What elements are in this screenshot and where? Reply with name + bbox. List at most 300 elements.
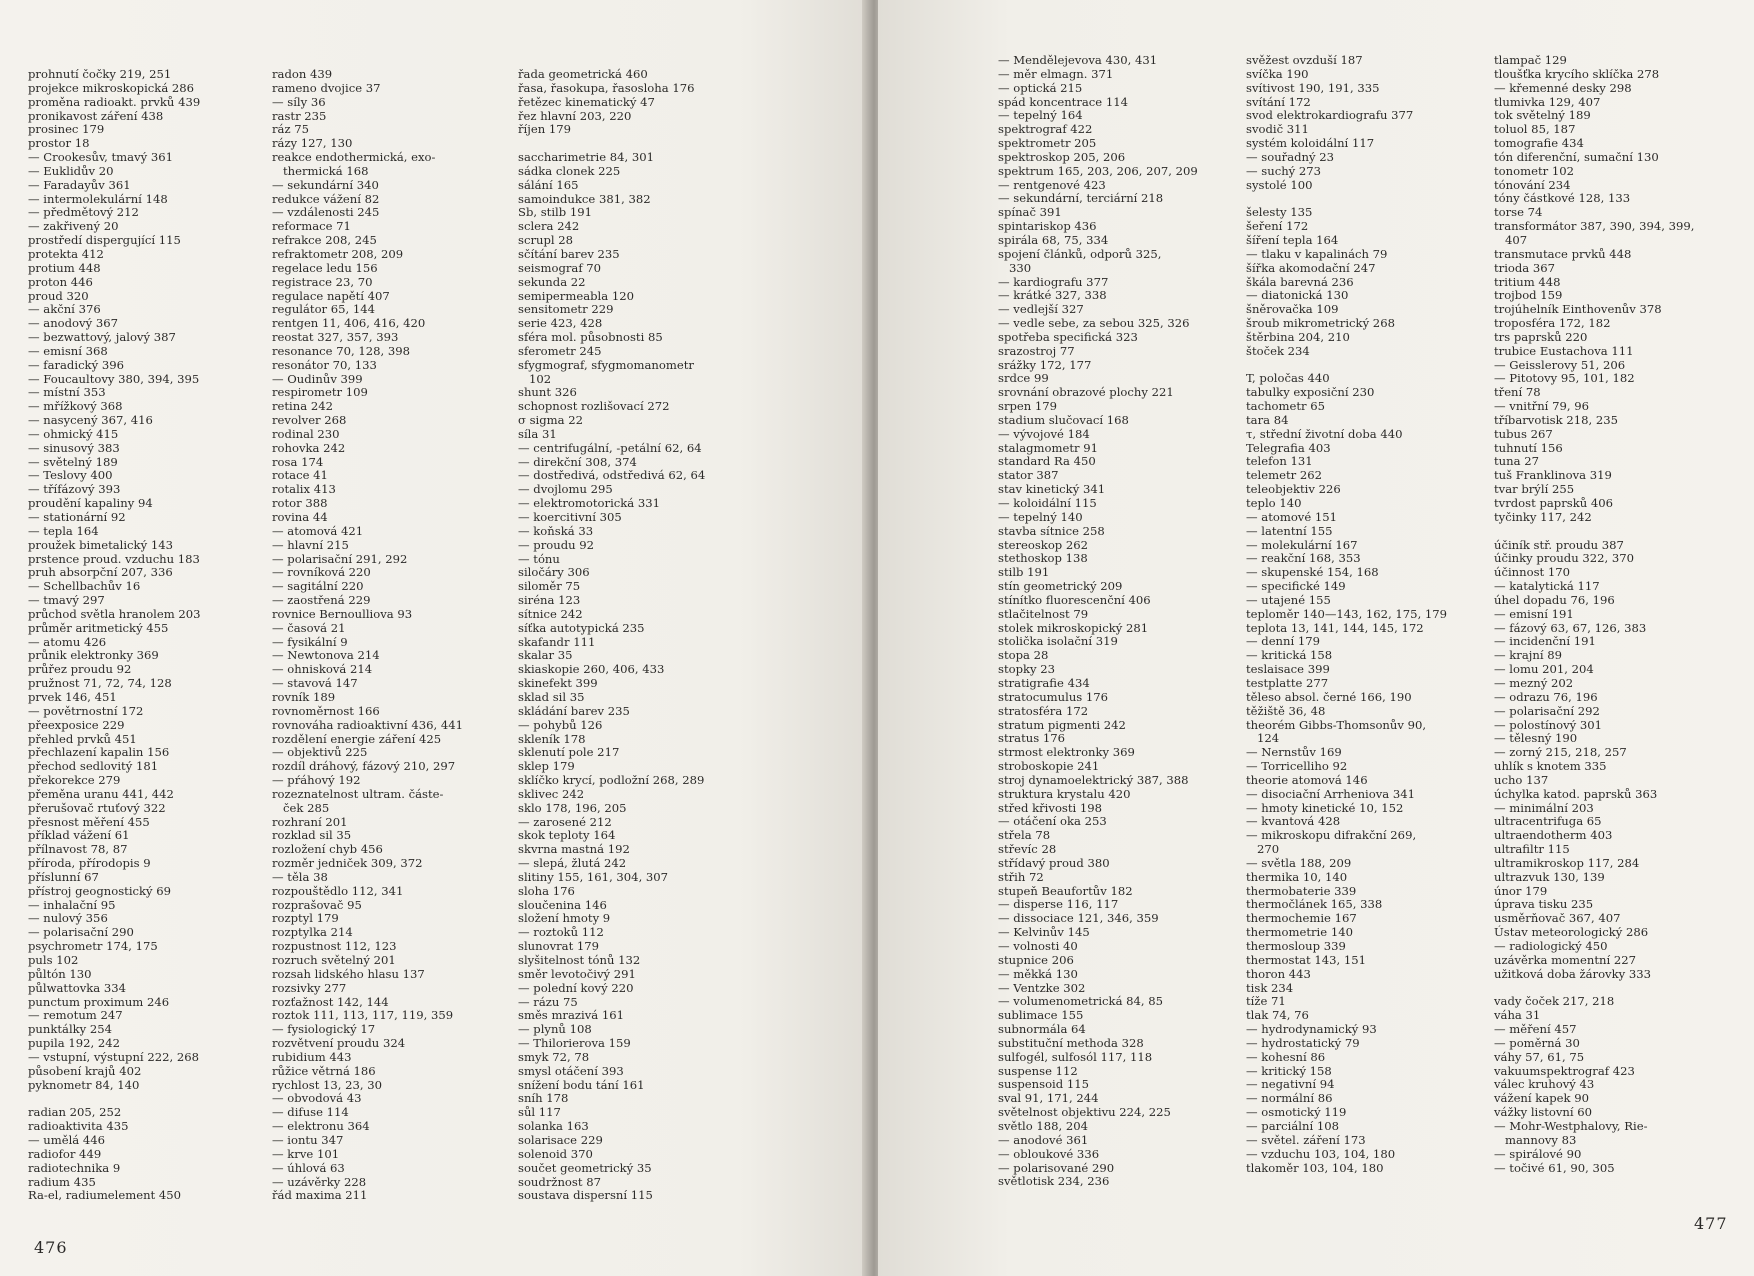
index-entry: — polostínový 301 — [1494, 717, 1603, 732]
index-entry: — měření 457 — [1494, 1022, 1577, 1037]
index-entry: půlwattovka 334 — [28, 980, 127, 995]
index-entry: přeměna uranu 441, 442 — [28, 786, 174, 801]
index-entry: světelnost objektivu 224, 225 — [998, 1105, 1171, 1120]
index-entry: — dvojlomu 295 — [518, 482, 613, 497]
index-entry: — měkká 130 — [998, 966, 1078, 981]
index-entry: stratum pigmenti 242 — [998, 717, 1126, 732]
index-entry: — časová 21 — [272, 620, 346, 635]
index-entry: přesnost měření 455 — [28, 814, 150, 829]
section-gap — [1494, 982, 1694, 996]
index-entry: ráz 75 — [272, 122, 310, 137]
index-entry: říjen 179 — [518, 122, 571, 137]
index-entry: — světla 188, 209 — [1246, 855, 1352, 870]
index-entry: — světel. záření 173 — [1246, 1132, 1366, 1147]
index-entry: — polarisované 290 — [998, 1160, 1115, 1175]
index-entry: — místní 353 — [28, 385, 106, 400]
index-entry: sklíčko krycí, podložní 268, 289 — [518, 773, 705, 788]
index-entry: spirála 68, 75, 334 — [998, 232, 1109, 247]
index-entry: trojbod 159 — [1494, 288, 1563, 303]
index-entry: — hmoty kinetické 10, 152 — [1246, 800, 1404, 815]
index-entry: — souřadný 23 — [1246, 149, 1335, 164]
index-entry: redukce vážení 82 — [272, 191, 380, 206]
index-entry: — spirálové 90 — [1494, 1146, 1582, 1161]
index-entry: rychlost 13, 23, 30 — [272, 1077, 383, 1092]
index-entry: proměna radioakt. prvků 439 — [28, 94, 201, 109]
index-entry: 270 — [1257, 842, 1280, 857]
index-entry: pupila 192, 242 — [28, 1036, 120, 1051]
index-entry: stolička isolační 319 — [998, 634, 1118, 649]
index-entry: transformátor 387, 390, 394, 399, — [1494, 219, 1695, 234]
index-entry: šíření tepla 164 — [1246, 232, 1339, 247]
index-entry: — vnitřní 79, 96 — [1494, 399, 1589, 414]
index-entry: váhy 57, 61, 75 — [1494, 1049, 1585, 1064]
index-entry: — koercitivní 305 — [518, 510, 622, 524]
index-entry: torse 74 — [1494, 205, 1543, 220]
index-entry: stín geometrický 209 — [998, 579, 1123, 594]
index-entry: přerušovač rtuťový 322 — [28, 800, 166, 815]
index-entry: šířka akomodační 247 — [1246, 260, 1376, 275]
index-entry: — Kelvinův 145 — [998, 925, 1090, 940]
index-entry: puls 102 — [28, 953, 79, 967]
index-entry: — kohesní 86 — [1246, 1049, 1326, 1064]
index-entry: — Mendělejevova 430, 431 — [998, 53, 1158, 67]
index-entry: svíčka 190 — [1246, 66, 1309, 81]
index-entry: strmost elektronky 369 — [998, 745, 1135, 760]
index-entry: sádka clonek 225 — [518, 163, 621, 178]
index-entry: rovnice Bernoulliova 93 — [272, 606, 413, 621]
index-entry: spotřeba specifická 323 — [998, 329, 1138, 344]
index-entry: směr levotočivý 291 — [518, 966, 636, 981]
index-entry: — Nernstův 169 — [1246, 745, 1342, 760]
index-entry: — lomu 201, 204 — [1494, 662, 1594, 677]
index-entry: — Mohr-Westphalovy, Rie- — [1494, 1118, 1648, 1133]
index-entry: sublimace 155 — [998, 1008, 1084, 1023]
index-entry: — tónu — [518, 551, 560, 566]
index-entry: tuna 27 — [1494, 454, 1539, 469]
index-entry: radon 439 — [272, 67, 333, 81]
index-entry: tlak 74, 76 — [1246, 1008, 1309, 1023]
index-entry: složení hmoty 9 — [518, 911, 611, 926]
index-entry: síla 31 — [518, 426, 557, 441]
index-entry: mannovy 83 — [1505, 1132, 1577, 1147]
section-gap — [1246, 192, 1447, 206]
index-entry: — optická 215 — [998, 80, 1083, 95]
index-entry: uzávěrka momentní 227 — [1494, 952, 1637, 967]
index-entry: — bezwattový, jalový 387 — [28, 330, 176, 345]
index-entry: psychrometr 174, 175 — [28, 939, 158, 954]
index-entry: siréna 123 — [518, 593, 581, 608]
index-entry: — tepelný 140 — [998, 509, 1083, 524]
index-entry: střevíc 28 — [998, 842, 1057, 857]
index-entry: stupnice 206 — [998, 952, 1074, 967]
index-entry: střih 72 — [998, 869, 1044, 884]
index-entry: — polarisační 291, 292 — [272, 551, 408, 566]
index-entry: — pŕáhový 192 — [272, 773, 361, 788]
index-entry: průnik elektronky 369 — [28, 648, 159, 663]
index-entry: thoron 443 — [1246, 966, 1311, 981]
index-entry: — hlavní 215 — [272, 537, 349, 552]
index-entry: — odrazu 76, 196 — [1494, 689, 1598, 704]
index-entry: pružnost 71, 72, 74, 128 — [28, 676, 172, 691]
index-entry: — osmotický 119 — [1246, 1105, 1347, 1120]
index-entry: radiofor 449 — [28, 1146, 102, 1161]
index-entry: tření 78 — [1494, 385, 1541, 400]
index-entry: — radiologický 450 — [1494, 939, 1608, 953]
index-entry: — proudu 92 — [518, 537, 595, 552]
index-entry: — světelný 189 — [28, 454, 118, 469]
index-entry: přechlazení kapalin 156 — [28, 745, 170, 760]
index-entry: — předmětový 212 — [28, 205, 139, 220]
index-entry: thermika 10, 140 — [1246, 869, 1348, 884]
index-entry: — rentgenové 423 — [998, 177, 1106, 192]
index-entry: — minimální 203 — [1494, 800, 1594, 815]
index-entry: — tepla 164 — [28, 523, 99, 538]
index-entry: tlumivka 129, 407 — [1494, 94, 1601, 109]
index-entry: smysl otáčení 393 — [518, 1063, 624, 1078]
index-entry: — inhalační 95 — [28, 897, 116, 912]
index-entry: — anodové 361 — [998, 1132, 1089, 1147]
index-entry: úchylka katod. paprsků 363 — [1494, 786, 1658, 801]
index-entry: průměr aritmetický 455 — [28, 620, 169, 635]
index-entry: — zaostřená 229 — [272, 593, 371, 608]
index-column-3 — [518, 68, 705, 1203]
page-number-left: 476 — [34, 1238, 68, 1257]
index-entry: rázy 127, 130 — [272, 136, 353, 151]
index-entry: rameno dvojice 37 — [272, 80, 381, 95]
index-entry: schopnost rozlišovací 272 — [518, 399, 670, 414]
index-entry: suspensoid 115 — [998, 1077, 1089, 1092]
index-entry: váha 31 — [1494, 1008, 1541, 1023]
right-page — [878, 0, 1754, 1276]
index-entry: — suchý 273 — [1246, 163, 1322, 178]
index-entry: sloha 176 — [518, 883, 575, 898]
index-entry: tónování 234 — [1494, 177, 1571, 192]
index-entry: serie 423, 428 — [518, 316, 603, 331]
index-entry: retina 242 — [272, 399, 333, 414]
index-entry: stolek mikroskopický 281 — [998, 620, 1149, 635]
index-entry: thermočlánek 165, 338 — [1246, 897, 1383, 912]
index-entry: sfygmograf, sfygmomanometr — [518, 357, 694, 372]
page-number-right: 477 — [1694, 1214, 1728, 1233]
index-entry: — iontu 347 — [272, 1132, 344, 1147]
index-entry: srpen 179 — [998, 399, 1058, 414]
index-entry: rentgen 11, 406, 416, 420 — [272, 316, 426, 331]
index-entry: — disperse 116, 117 — [998, 897, 1119, 912]
index-entry: substituční methoda 328 — [998, 1035, 1144, 1050]
index-entry: skleník 178 — [518, 731, 586, 746]
index-entry: — normální 86 — [1246, 1091, 1333, 1106]
index-entry: solenoid 370 — [518, 1146, 593, 1161]
index-entry: — Pitotovy 95, 101, 182 — [1494, 371, 1635, 386]
index-entry: — specifické 149 — [1246, 579, 1346, 594]
index-entry: — zakřivený 20 — [28, 219, 119, 234]
index-entry: thermosloup 339 — [1246, 939, 1346, 953]
index-entry: Ra-el, radiumelement 450 — [28, 1188, 182, 1203]
index-entry: tritium 448 — [1494, 274, 1561, 289]
index-entry: světlo 188, 204 — [998, 1118, 1089, 1133]
index-entry: — nulový 356 — [28, 911, 108, 926]
index-entry: — otáčení oka 253 — [998, 814, 1107, 829]
index-entry: stopky 23 — [998, 662, 1056, 677]
index-entry: radium 435 — [28, 1174, 96, 1189]
index-entry: ček 285 — [283, 800, 330, 815]
index-entry: sůl 117 — [518, 1105, 561, 1120]
index-entry: tara 84 — [1246, 412, 1289, 427]
index-entry: svěžest ovzduší 187 — [1246, 53, 1363, 67]
index-entry: rovina 44 — [272, 510, 328, 524]
index-entry: — hydrostatický 79 — [1246, 1035, 1360, 1050]
index-entry: skvrna mastná 192 — [518, 842, 630, 857]
index-entry: — Foucaultovy 380, 394, 395 — [28, 371, 200, 386]
index-entry: spektrum 165, 203, 206, 207, 209 — [998, 163, 1198, 178]
index-entry: — atomová 421 — [272, 523, 364, 538]
index-entry: — fázový 63, 67, 126, 383 — [1494, 620, 1647, 635]
index-entry: — obvodová 43 — [272, 1091, 362, 1106]
index-entry: přílnavost 78, 87 — [28, 842, 128, 857]
index-entry: — centrifugální, -petální 62, 64 — [518, 440, 702, 455]
index-entry: rozdělení energie záření 425 — [272, 731, 442, 746]
index-entry: účinnost 170 — [1494, 565, 1571, 580]
index-entry: rozruch světelný 201 — [272, 953, 396, 967]
index-entry: užitková doba žárovky 333 — [1494, 966, 1651, 981]
index-entry: rotor 388 — [272, 496, 328, 511]
index-column-1 — [28, 68, 201, 1203]
index-entry: telemetr 262 — [1246, 468, 1322, 483]
index-entry: štěrbina 204, 210 — [1246, 329, 1350, 344]
index-entry: sčítání barev 235 — [518, 246, 620, 261]
index-entry: σ sigma 22 — [518, 413, 584, 428]
index-entry: tuš Franklinova 319 — [1494, 468, 1612, 483]
index-entry: — emisní 191 — [1494, 606, 1574, 621]
index-entry: příroda, přírodopis 9 — [28, 856, 151, 871]
index-entry: šroub mikrometrický 268 — [1246, 316, 1395, 331]
index-entry: sféra mol. působnosti 85 — [518, 330, 663, 345]
index-entry: stilb 191 — [998, 565, 1050, 580]
index-entry: — zorný 215, 218, 257 — [1494, 745, 1627, 760]
index-entry: tok světelný 189 — [1494, 108, 1591, 123]
index-entry: skafandr 111 — [518, 634, 596, 649]
index-entry: růžice větrná 186 — [272, 1063, 376, 1078]
index-entry: spektroskop 205, 206 — [998, 149, 1126, 164]
index-entry: — koloidální 115 — [998, 496, 1097, 510]
index-entry: — kvantová 428 — [1246, 814, 1341, 829]
index-entry: přehled prvků 451 — [28, 731, 137, 746]
index-entry: řez hlavní 203, 220 — [518, 108, 632, 123]
index-entry: proud 320 — [28, 288, 89, 303]
index-entry: ultrazvuk 130, 139 — [1494, 869, 1605, 884]
index-entry: — tlaku v kapalinách 79 — [1246, 246, 1388, 261]
index-entry: — direkční 308, 374 — [518, 454, 637, 469]
index-entry: tón diferenční, sumační 130 — [1494, 149, 1659, 164]
index-entry: štoček 234 — [1246, 343, 1310, 358]
index-entry: refraktometr 208, 209 — [272, 246, 404, 261]
index-entry: pruh absorpční 207, 336 — [28, 565, 173, 580]
index-entry: — Euklidův 20 — [28, 163, 114, 178]
index-entry: rozpustnost 112, 123 — [272, 939, 397, 954]
index-entry: tubus 267 — [1494, 426, 1553, 441]
index-entry: tíže 71 — [1246, 994, 1286, 1009]
index-entry: stopa 28 — [998, 648, 1049, 663]
index-entry: thermobaterie 339 — [1246, 883, 1357, 898]
index-entry: válec kruhový 43 — [1494, 1077, 1595, 1092]
index-entry: τ, střední životní doba 440 — [1246, 426, 1403, 441]
index-entry: — objektivů 225 — [272, 745, 368, 760]
index-entry: respirometr 109 — [272, 385, 368, 400]
index-entry: usměrňovač 367, 407 — [1494, 911, 1621, 926]
index-entry: — polarisační 292 — [1494, 703, 1600, 718]
index-entry: tóny částkové 128, 133 — [1494, 191, 1631, 206]
index-entry: — krajní 89 — [1494, 648, 1562, 663]
index-column-4 — [998, 54, 1198, 1189]
index-entry: T, poločas 440 — [1246, 371, 1330, 386]
index-entry: — tepelný 164 — [998, 108, 1083, 123]
index-entry: — hydrodynamický 93 — [1246, 1022, 1377, 1037]
index-entry: — faradický 396 — [28, 357, 124, 372]
index-entry: příslunní 67 — [28, 869, 99, 884]
section-gap — [1494, 525, 1694, 539]
index-entry: rovnoměrnost 166 — [272, 703, 380, 718]
index-entry: — pohybů 126 — [518, 717, 603, 732]
index-entry: — roztoků 112 — [518, 925, 604, 940]
index-entry: — mikroskopu difrakční 269, — [1246, 828, 1417, 843]
index-entry: — kardiografu 377 — [998, 274, 1109, 289]
index-entry: — denní 179 — [1246, 634, 1321, 649]
index-entry: rotalix 413 — [272, 482, 336, 497]
index-entry: rozpouštědlo 112, 341 — [272, 883, 404, 898]
index-entry: prstence proud. vzduchu 183 — [28, 551, 200, 566]
index-entry: — zarosené 212 — [518, 814, 612, 829]
index-entry: rosa 174 — [272, 454, 324, 469]
index-entry: — volumenometrická 84, 85 — [998, 994, 1164, 1009]
index-entry: ultrafiltr 115 — [1494, 842, 1570, 857]
index-entry: — akční 376 — [28, 302, 101, 317]
index-entry: — povětrnostní 172 — [28, 703, 144, 718]
index-entry: přechod sedlovitý 181 — [28, 759, 159, 774]
index-entry: vážky listovní 60 — [1494, 1105, 1592, 1120]
index-entry: sklenutí pole 217 — [518, 745, 620, 760]
index-entry: — měr elmagn. 371 — [998, 66, 1114, 81]
index-entry: — remotum 247 — [28, 1008, 123, 1023]
index-entry: teleobjektiv 226 — [1246, 482, 1341, 497]
index-entry: vakuumspektrograf 423 — [1494, 1063, 1635, 1078]
index-entry: příklad vážení 61 — [28, 828, 130, 843]
index-entry: — fysikální 9 — [272, 634, 348, 649]
index-entry: tomografie 434 — [1494, 136, 1584, 151]
index-entry: — negativní 94 — [1246, 1077, 1335, 1092]
index-entry: průchod světla hranolem 203 — [28, 606, 201, 621]
index-entry: řasa, řasokupa, řasosloha 176 — [518, 80, 695, 95]
index-entry: síťka autotypická 235 — [518, 620, 645, 635]
index-entry: sítnice 242 — [518, 606, 583, 621]
index-entry: rozptylka 214 — [272, 925, 353, 940]
index-entry: tyčinky 117, 242 — [1494, 509, 1592, 524]
index-entry: radian 205, 252 — [28, 1105, 122, 1120]
index-entry: telefon 131 — [1246, 454, 1313, 469]
index-entry: smyk 72, 78 — [518, 1049, 590, 1064]
index-entry: prosinec 179 — [28, 122, 105, 137]
index-entry: — ohmický 415 — [28, 426, 119, 441]
index-entry: regelace ledu 156 — [272, 260, 378, 275]
section-gap — [518, 137, 705, 151]
index-entry: — nasycený 367, 416 — [28, 413, 153, 428]
index-entry: škála barevná 236 — [1246, 274, 1354, 289]
index-entry: stator 387 — [998, 468, 1059, 483]
index-entry: skiaskopie 260, 406, 433 — [518, 662, 665, 677]
index-entry: ultracentrifuga 65 — [1494, 814, 1602, 829]
index-entry: prostředí dispergující 115 — [28, 233, 181, 248]
index-entry: testplatte 277 — [1246, 675, 1329, 690]
index-entry: rozťažnost 142, 144 — [272, 994, 389, 1009]
index-column-5 — [1246, 54, 1447, 1175]
index-entry: stlačitelnost 79 — [998, 606, 1089, 621]
index-entry: tisk 234 — [1246, 980, 1294, 995]
index-entry: teplo 140 — [1246, 496, 1302, 510]
index-entry: samoindukce 381, 382 — [518, 191, 651, 206]
index-entry: — koňská 33 — [518, 523, 594, 538]
index-entry: stalagmometr 91 — [998, 440, 1099, 455]
index-entry: — tmavý 297 — [28, 593, 105, 608]
index-entry: stavba sítnice 258 — [998, 523, 1105, 538]
index-entry: 407 — [1505, 232, 1528, 247]
section-gap — [28, 1092, 201, 1106]
index-entry: teplota 13, 141, 144, 145, 172 — [1246, 620, 1424, 635]
index-entry: — elektronu 364 — [272, 1119, 370, 1134]
index-entry: ultraendotherm 403 — [1494, 828, 1613, 843]
index-entry: — Geisslerovy 51, 206 — [1494, 357, 1626, 372]
index-entry: reformace 71 — [272, 219, 351, 234]
index-entry: trioda 367 — [1494, 260, 1556, 275]
index-entry: protium 448 — [28, 260, 101, 275]
index-entry: sensitometr 229 — [518, 302, 614, 317]
index-column-6 — [1494, 54, 1694, 1175]
index-entry: — utajené 155 — [1246, 592, 1331, 607]
index-entry: slyšitelnost tónů 132 — [518, 953, 641, 967]
index-entry: sval 91, 171, 244 — [998, 1091, 1099, 1106]
index-entry: — vstupní, výstupní 222, 268 — [28, 1049, 199, 1064]
index-entry: — točivé 61, 90, 305 — [1494, 1160, 1615, 1175]
index-entry: thermometrie 140 — [1246, 925, 1353, 940]
index-entry: ultramikroskop 117, 284 — [1494, 855, 1640, 870]
index-entry: suspense 112 — [998, 1063, 1078, 1078]
index-entry: sálání 165 — [518, 177, 579, 192]
index-entry: sulfogél, sulfosól 117, 118 — [998, 1049, 1153, 1064]
index-entry: trojúhelník Einthovenův 378 — [1494, 302, 1662, 317]
index-entry: punktálky 254 — [28, 1022, 113, 1037]
index-entry: — Crookesův, tmavý 361 — [28, 150, 173, 165]
index-entry: stínítko fluorescenční 406 — [998, 592, 1151, 607]
index-entry: srazostroj 77 — [998, 343, 1075, 358]
index-entry: — fysiologický 17 — [272, 1022, 376, 1037]
index-entry: srážky 172, 177 — [998, 357, 1092, 372]
index-entry: — těla 38 — [272, 869, 328, 884]
index-entry: skalar 35 — [518, 648, 573, 663]
index-entry: skinefekt 399 — [518, 676, 598, 691]
index-entry: — rázu 75 — [518, 994, 578, 1009]
index-entry: přístroj geognostický 69 — [28, 883, 172, 898]
index-entry: střed křivosti 198 — [998, 800, 1103, 815]
index-entry: únor 179 — [1494, 883, 1548, 898]
index-entry: trubice Eustachova 111 — [1494, 343, 1634, 358]
index-entry: reakce endothermická, exo- — [272, 150, 436, 165]
index-entry: přeexposice 229 — [28, 717, 125, 732]
index-entry: směs mrazivá 161 — [518, 1008, 624, 1023]
index-entry: — intermolekulární 148 — [28, 191, 168, 206]
index-entry: roztok 111, 113, 117, 119, 359 — [272, 1008, 454, 1023]
index-entry: troposféra 172, 182 — [1494, 316, 1611, 331]
index-entry: solanka 163 — [518, 1119, 589, 1134]
index-entry: — kritický 158 — [1246, 1063, 1332, 1078]
index-entry: srdce 99 — [998, 371, 1049, 386]
